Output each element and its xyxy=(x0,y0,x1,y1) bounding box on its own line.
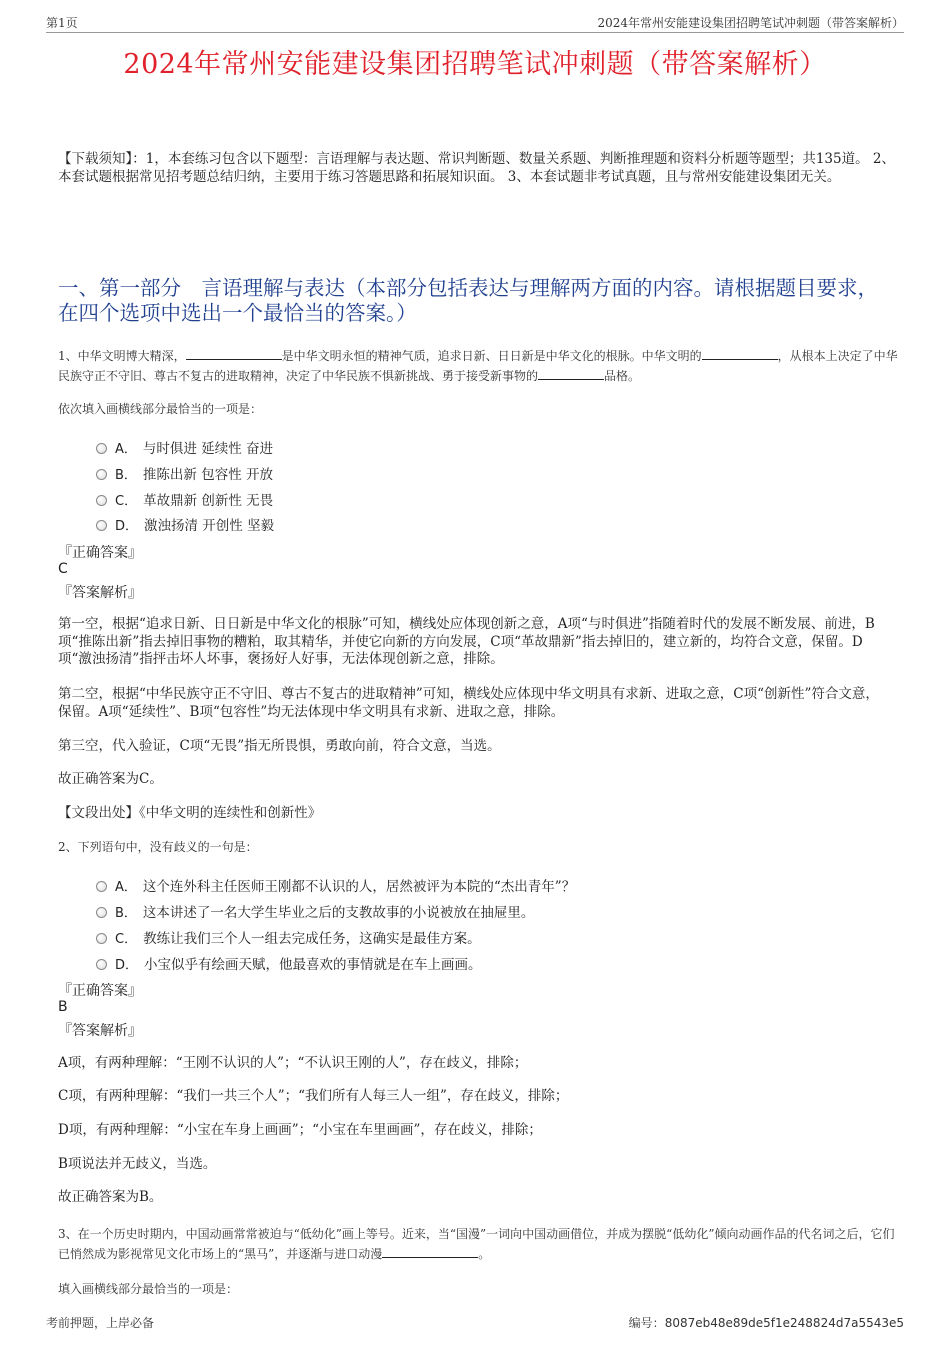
option-letter: B． xyxy=(115,906,137,921)
radio-icon[interactable] xyxy=(96,933,107,944)
option-1c[interactable] xyxy=(96,489,273,509)
question-1-stem xyxy=(58,346,898,386)
correct-answer-value: C xyxy=(58,561,68,577)
fill-blank-3 xyxy=(538,367,604,380)
analysis-paragraph: 第一空，根据“追求日新、日日新是中华文化的根脉”可知，横线处应体现创新之意，A项“与时俱进”指随着时代的发展不断发展、前进，B项“推陈出新”指去掉旧事物的糟粕，取其精华，并使它向新的方向发展，C项“革故鼎新”指去掉旧的，建立新的，均符合文意，保留。D项“激浊扬清”指抨击坏人坏事，褒扬好人好事，无法体现创新之意，排除。 xyxy=(58,616,875,667)
option-letter: D． xyxy=(115,519,139,534)
option-letter: C． xyxy=(115,494,138,509)
option-text: 推陈出新 包容性 开放 xyxy=(142,467,274,483)
question-2-stem: 2、下列语句中，没有歧义的一句是： xyxy=(58,840,258,854)
fill-blank xyxy=(382,1245,478,1258)
option-text: 教练让我们三个人一组去完成任务，这确实是最佳方案。 xyxy=(143,931,481,947)
option-text: 与时俱进 延续性 奋进 xyxy=(142,441,273,457)
question-3-text-b: 。 xyxy=(478,1247,491,1261)
footer-slogan: 考前押题，上岸必备 xyxy=(46,1316,155,1330)
analysis-paragraph: C项，有两种理解：“我们一共三个人”；“我们所有人每三人一组”，存在歧义，排除； xyxy=(58,1088,569,1104)
option-text: 这本讲述了一名大学生毕业之后的支教故事的小说被放在抽屉里。 xyxy=(142,905,535,921)
option-2a[interactable] xyxy=(96,875,575,895)
option-2c[interactable] xyxy=(96,927,481,947)
option-2b[interactable] xyxy=(96,901,534,921)
question-3-hint: 填入画横线部分最恰当的一项是： xyxy=(58,1282,239,1296)
radio-icon[interactable] xyxy=(96,443,107,454)
analysis-paragraph: 第二空，根据“中华民族守正不守旧、尊古不复古的进取精神”可知，横线处应体现中华文明具有求新、进取之意，C项“创新性”符合文意，保留。A项“延续性”、B项“包容性”均无法体现中华文明具有求新、进取之意，排除。 xyxy=(58,686,879,720)
header-divider xyxy=(46,32,904,33)
radio-icon[interactable] xyxy=(96,520,107,531)
page-title: 2024年常州安能建设集团招聘笔试冲刺题（带答案解析） xyxy=(123,49,827,80)
radio-icon[interactable] xyxy=(96,469,107,480)
option-1b[interactable] xyxy=(96,463,273,483)
option-letter: D． xyxy=(115,958,139,973)
analysis-conclusion: 故正确答案为B。 xyxy=(58,1189,163,1205)
option-1d[interactable] xyxy=(96,514,274,534)
analysis-paragraph: 第三空，代入验证，C项“无畏”指无所畏惧，勇敢向前，符合文意，当选。 xyxy=(58,738,501,754)
section-heading: 一、第一部分 言语理解与表达（本部分包括表达与理解两方面的内容。请根据题目要求，在四个选项中选出一个最恰当的答案。） xyxy=(58,276,878,325)
radio-icon[interactable] xyxy=(96,495,107,506)
running-title: 2024年常州安能建设集团招聘笔试冲刺题（带答案解析） xyxy=(597,16,904,30)
analysis-label: 『答案解析』 xyxy=(58,585,142,601)
option-1a[interactable] xyxy=(96,437,273,457)
question-1-text-b: 是中华文明永恒的精神气质，追求日新、日日新是中华文化的根脉。中华文明的 xyxy=(281,349,702,363)
radio-icon[interactable] xyxy=(96,881,107,892)
option-text: 小宝似乎有绘画天赋，他最喜欢的事情就是在车上画画。 xyxy=(144,957,482,973)
question-1-text-c: ，从根本上决定了中华民族守正不守旧、尊古不复古的进取精神，决定了中华民族不惧新挑战、勇于接受新事物的 xyxy=(58,349,898,383)
fill-blank-2 xyxy=(702,347,778,360)
option-letter: B． xyxy=(115,468,137,483)
source-citation: 【文段出处】《中华文明的连续性和创新性》 xyxy=(58,805,322,821)
radio-icon[interactable] xyxy=(96,959,107,970)
correct-answer-value: B xyxy=(58,999,68,1015)
option-text: 这个连外科主任医师王刚都不认识的人，居然被评为本院的“杰出青年”？ xyxy=(142,879,576,895)
question-3-stem xyxy=(58,1224,898,1264)
option-letter: C． xyxy=(115,932,138,947)
analysis-label: 『答案解析』 xyxy=(58,1023,142,1039)
correct-answer-label: 『正确答案』 xyxy=(58,983,142,999)
question-1-hint: 依次填入画横线部分最恰当的一项是： xyxy=(58,402,263,416)
option-text: 革故鼎新 创新性 无畏 xyxy=(143,493,274,509)
correct-answer-label: 『正确答案』 xyxy=(58,545,142,561)
question-1-text-d: 品格。 xyxy=(604,369,641,383)
option-letter: A． xyxy=(115,442,137,457)
option-2d[interactable] xyxy=(96,953,482,973)
option-letter: A． xyxy=(115,880,137,895)
download-notice: 【下载须知】：1，本套练习包含以下题型：言语理解与表达题、常识判断题、数量关系题、判断推理题和资料分析题等题型；共135道。 2、本套试题根据常见招考题总结归纳，主要用于练习答题思路和拓展知识面。 3、本套试题非考试真题，且与常州安能建设集团无关。 xyxy=(58,151,895,185)
code-label: 编号： xyxy=(628,1316,665,1330)
fill-blank-1 xyxy=(186,347,282,360)
analysis-paragraph: B项说法并无歧义，当选。 xyxy=(58,1156,217,1172)
analysis-paragraph: A项，有两种理解：“王刚不认识的人”；“不认识王刚的人”，存在歧义，排除； xyxy=(58,1055,528,1071)
question-1-text-a: 1、中华文明博大精深， xyxy=(58,349,186,363)
question-3-text-a: 3、在一个历史时期内，中国动画常常被迫与“低幼化”画上等号。近来，当“国漫”一词向中国动画借位，并成为摆脱“低幼化”倾向动画作品的代名词之后，它们已悄然成为影视常见文化市场上的“黑马”，并逐渐与进口动漫 xyxy=(58,1227,895,1261)
document-code xyxy=(629,1314,904,1331)
option-text: 激浊扬清 开创性 坚毅 xyxy=(144,518,275,534)
radio-icon[interactable] xyxy=(96,907,107,918)
page-number: 第1页 xyxy=(46,16,78,30)
code-value: 8087eb48e89de5f1e248824d7a5543e5 xyxy=(664,1316,904,1330)
analysis-paragraph: D项，有两种理解：“小宝在车身上画画”；“小宝在车里画画”，存在歧义，排除； xyxy=(58,1122,542,1138)
analysis-conclusion: 故正确答案为C。 xyxy=(58,771,163,787)
